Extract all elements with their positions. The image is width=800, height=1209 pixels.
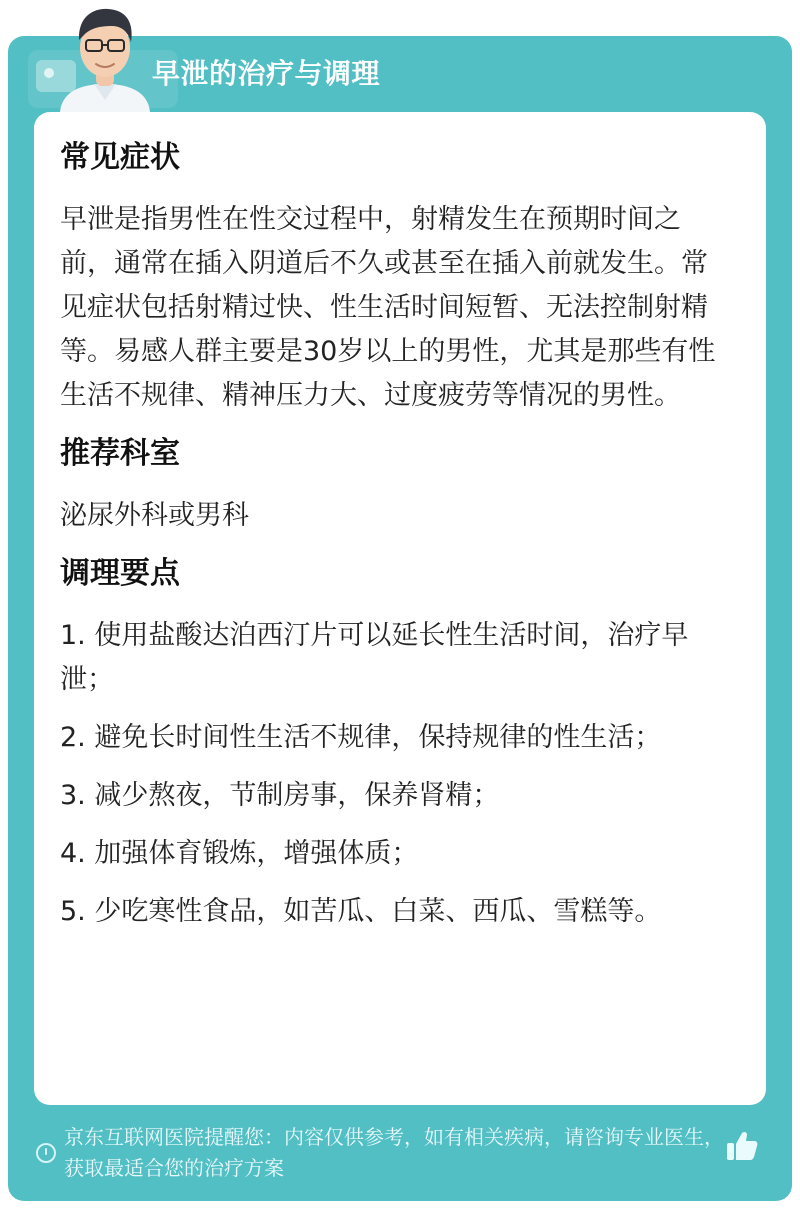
care-item: 4. 加强体育锻炼，增强体质； [60,838,419,869]
doctor-avatar-icon [50,0,160,112]
care-item: 3. 减少熬夜，节制房事，保养肾精； [60,780,500,811]
info-icon [36,1143,56,1163]
care-item: 5. 少吃寒性食品，如苦瓜、白菜、西瓜、雪糕等。 [60,896,662,927]
care-item: 2. 避免长时间性生活不规律，保持规律的性生活； [60,722,662,753]
content-body [60,136,730,948]
thumbs-up-icon[interactable] [724,1128,760,1164]
care-heading: 调理要点 [60,556,180,591]
care-item: 1. 使用盐酸达泊西汀片可以延长性生活时间，治疗早泄； [60,620,689,695]
symptoms-text: 早泄是指男性在性交过程中，射精发生在预期时间之前，通常在插入阴道后不久或甚至在插入前就发生。常见症状包括射精过快、性生活时间短暂、无法控制射精等。易感人群主要是30岁以上的男性，尤其是那些有性生活不规律、精神压力大、过度疲劳等情况的男性。 [60,204,716,411]
symptoms-heading: 常见症状 [60,140,180,175]
department-heading: 推荐科室 [60,436,180,471]
page-title: 早泄的治疗与调理 [152,57,381,90]
footer-notice: 京东互联网医院提醒您：内容仅供参考，如有相关疾病，请咨询专业医生，获取最适合您的治疗方案 [64,1125,724,1180]
department-text: 泌尿外科或男科 [60,500,249,531]
